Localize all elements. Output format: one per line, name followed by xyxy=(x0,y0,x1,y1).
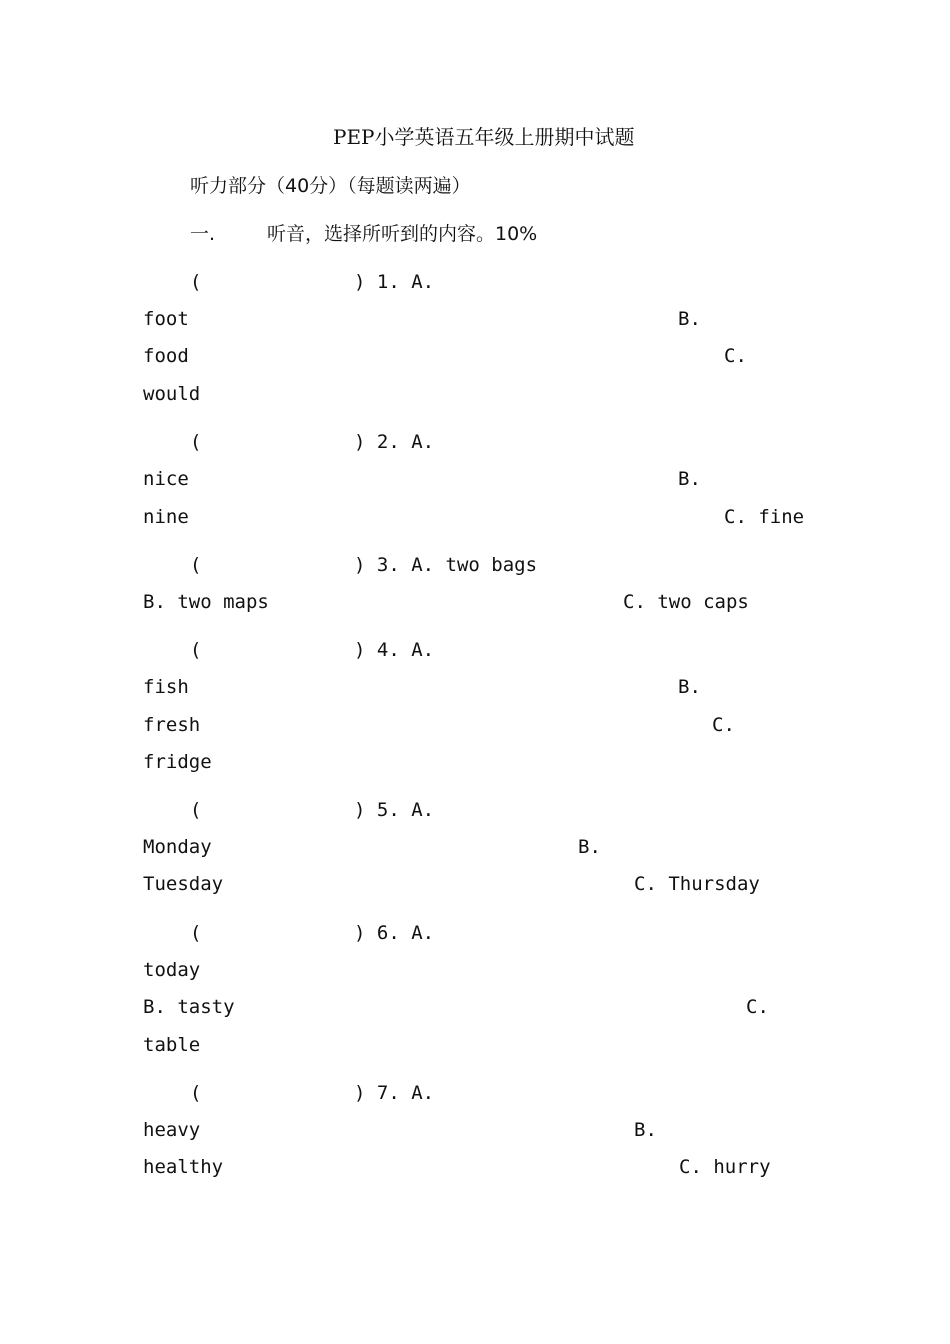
option-text: Monday xyxy=(143,836,212,858)
option-text: B. xyxy=(634,1119,657,1141)
question-label: ) 1. A. xyxy=(354,271,435,293)
option-text: table xyxy=(143,1034,201,1056)
option-text: would xyxy=(143,383,201,405)
option-text: fridge xyxy=(143,751,212,773)
option-text: C. xyxy=(746,996,769,1018)
option-text: nine xyxy=(143,506,189,528)
option-text: foot xyxy=(143,308,189,330)
option-text: B. xyxy=(678,676,701,698)
question-label: ) 6. A. xyxy=(354,922,435,944)
option-text: today xyxy=(143,959,201,981)
option-text: C. xyxy=(724,345,747,367)
option-text: B. xyxy=(678,468,701,490)
option-text: C. xyxy=(712,714,735,736)
option-text: B. xyxy=(678,308,701,330)
answer-paren-open: ( xyxy=(190,799,202,821)
part-instruction: 听音，选择所听到的内容。10% xyxy=(267,223,538,245)
option-text: B. xyxy=(578,836,601,858)
option-text: B. two maps xyxy=(143,591,269,613)
option-text: food xyxy=(143,345,189,367)
question-label: ) 2. A. xyxy=(354,431,435,453)
option-text: fish xyxy=(143,676,189,698)
option-text: C. Thursday xyxy=(634,873,760,895)
answer-paren-open: ( xyxy=(190,1082,202,1104)
option-text: C. fine xyxy=(724,506,805,528)
answer-paren-open: ( xyxy=(190,554,202,576)
option-text: heavy xyxy=(143,1119,201,1141)
part-number: 一. xyxy=(190,223,216,245)
option-text: fresh xyxy=(143,714,201,736)
question-label: ) 7. A. xyxy=(354,1082,435,1104)
option-text: nice xyxy=(143,468,189,490)
question-label: ) 5. A. xyxy=(354,799,435,821)
option-text: healthy xyxy=(143,1156,224,1178)
option-text: B. tasty xyxy=(143,996,235,1018)
answer-paren-open: ( xyxy=(190,271,202,293)
answer-paren-open: ( xyxy=(190,639,202,661)
page-title: PEP小学英语五年级上册期中试题 xyxy=(333,125,635,149)
option-text: Tuesday xyxy=(143,873,224,895)
section-header: 听力部分（40分）（每题读两遍） xyxy=(190,175,471,197)
question-label: ) 4. A. xyxy=(354,639,435,661)
option-text: C. hurry xyxy=(679,1156,771,1178)
answer-paren-open: ( xyxy=(190,431,202,453)
option-text: C. two caps xyxy=(623,591,749,613)
question-label: ) 3. A. two bags xyxy=(354,554,538,576)
answer-paren-open: ( xyxy=(190,922,202,944)
